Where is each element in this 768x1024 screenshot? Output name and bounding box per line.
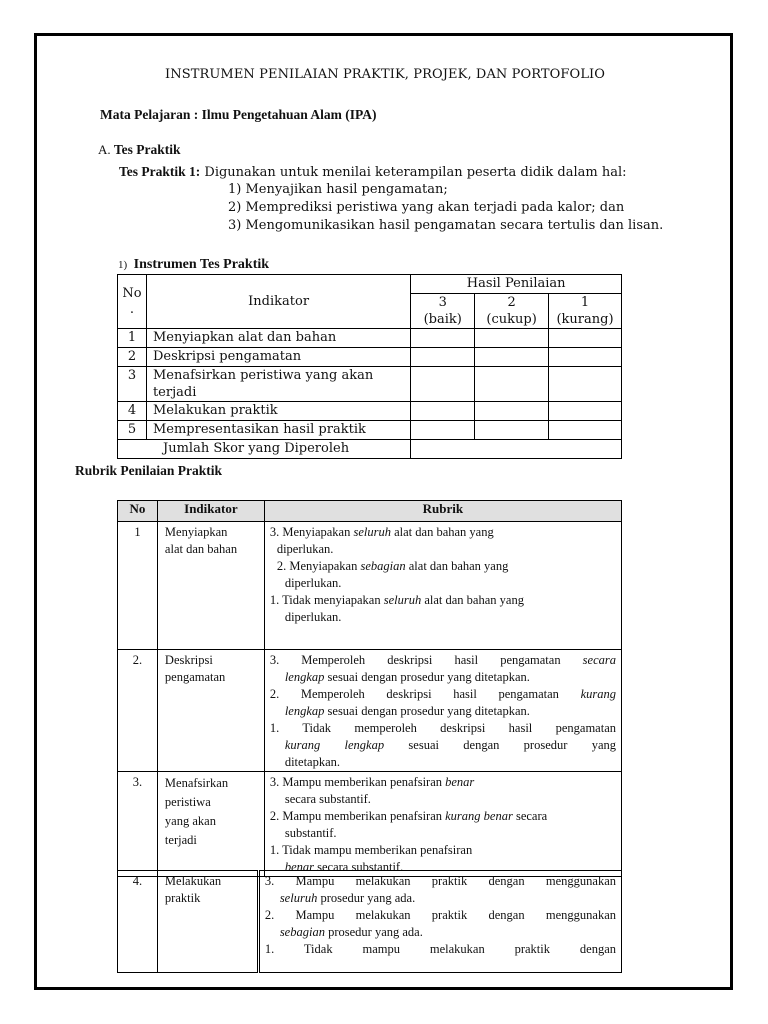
score-header — [549, 294, 622, 329]
rubrik-header-indikator: Indikator — [157, 501, 264, 522]
goal-item: 2) Memprediksi peristiwa yang akan terjadi pada kalor; dan — [228, 200, 625, 215]
criteria-text: secara substantif. — [314, 860, 404, 874]
rubrik-table — [117, 500, 622, 877]
indikator-line: Deskripsi — [164, 653, 213, 667]
criteria-text: 3. Memperoleh deskripsi hasil pengamatan — [269, 653, 583, 667]
criteria-text: 3. Mampu memberikan penafsiran — [269, 775, 446, 789]
indikator-line: praktik — [164, 891, 201, 905]
score-header — [475, 294, 549, 329]
total-score-cell[interactable] — [411, 440, 622, 459]
section-a-heading — [98, 142, 181, 158]
criteria-text: alat dan bahan yang — [421, 593, 524, 607]
criteria-text: 1. Tidak mampu memberikan penafsiran — [269, 843, 473, 857]
total-row — [118, 440, 622, 459]
tes-praktik-1 — [119, 164, 626, 180]
criteria-text: secara substantif. — [284, 792, 371, 806]
criteria-text: prosedur yang ada. — [324, 925, 423, 939]
row-indikator: Mempresentasikan hasil praktik — [146, 421, 410, 440]
criteria-text: 2. Mampu memberikan penafsiran — [269, 809, 446, 823]
rubrik-indikator — [157, 522, 264, 650]
tes-praktik-1-intro: Digunakan untuk menilai keterampilan peserta didik dalam hal: — [204, 165, 627, 180]
rubrik-criteria — [264, 772, 621, 877]
criteria-emphasis: seluruh — [279, 891, 318, 905]
score-label: (kurang) — [556, 312, 614, 327]
score-cell[interactable] — [549, 348, 622, 367]
tes-praktik-1-label: Tes Praktik 1: — [119, 164, 201, 179]
rubrik-criteria — [264, 650, 621, 772]
instrumen-label: Instrumen Tes Praktik — [133, 257, 270, 272]
criteria-emphasis: lengkap — [284, 670, 325, 684]
document-title: INSTRUMEN PENILAIAN PRAKTIK, PROJEK, DAN PORTOFOLIO — [165, 67, 606, 82]
header-indikator: Indikator — [146, 275, 410, 329]
rubrik-header-rubrik: Rubrik — [264, 501, 621, 522]
score-cell[interactable] — [549, 367, 622, 402]
row-indikator: Menyiapkan alat dan bahan — [146, 329, 410, 348]
indikator-line: Menyiapkan — [164, 525, 228, 539]
row-no: 5 — [118, 421, 147, 440]
score-cell[interactable] — [411, 348, 475, 367]
criteria-emphasis: sebagian — [360, 559, 406, 573]
rubrik-no: 1 — [118, 522, 158, 650]
rubrik-table-continued — [117, 870, 622, 973]
goal-item: 3) Mengomunikasikan hasil pengamatan secara tertulis dan lisan. — [228, 218, 664, 233]
header-no — [118, 275, 147, 329]
score-cell[interactable] — [475, 402, 549, 421]
criteria-text: diperlukan. — [284, 610, 342, 624]
section-a-label: Tes Praktik — [113, 142, 181, 157]
criteria-emphasis: kurang — [580, 687, 616, 701]
criteria-text: diperlukan. — [284, 576, 342, 590]
table-row — [118, 367, 622, 402]
score-label: (baik) — [423, 312, 462, 327]
total-label: Jumlah Skor yang Diperoleh — [118, 440, 411, 459]
criteria-text: 2. Memperoleh deskripsi hasil pengamatan — [269, 687, 581, 701]
indikator-line: peristiwa — [164, 795, 211, 809]
header-no-label: No — [122, 285, 142, 301]
rubrik-no: 4. — [118, 871, 158, 973]
indikator-line: Melakukan — [164, 874, 222, 888]
criteria-emphasis: benar — [284, 860, 314, 874]
score-value: 3 — [438, 295, 447, 310]
criteria-text: substantif. — [284, 826, 337, 840]
criteria-text: 1. Tidak mampu melakukan praktik dengan — [264, 942, 616, 956]
criteria-text: alat dan bahan yang — [390, 525, 494, 539]
criteria-emphasis: secara — [582, 653, 616, 667]
table-row — [118, 329, 622, 348]
indikator-line: Menafsirkan — [164, 776, 229, 790]
score-cell[interactable] — [411, 367, 475, 402]
criteria-text: 3. Mampu melakukan praktik dengan menggunakan — [264, 874, 616, 888]
score-header — [411, 294, 475, 329]
subject-line: Mata Pelajaran : Ilmu Pengetahuan Alam (IPA) — [100, 107, 377, 122]
indikator-line: pengamatan — [164, 670, 226, 684]
table-row — [118, 348, 622, 367]
header-hasil: Hasil Penilaian — [411, 275, 622, 294]
rubrik-no: 2. — [118, 650, 158, 772]
criteria-text: prosedur yang ada. — [317, 891, 416, 905]
criteria-text: diperlukan. — [276, 542, 334, 556]
criteria-text: 3. Menyiapakan — [269, 525, 354, 539]
table-row — [118, 421, 622, 440]
row-indikator: Deskripsi pengamatan — [146, 348, 410, 367]
score-value: 2 — [507, 295, 516, 310]
instrumen-heading — [118, 256, 269, 273]
score-value: 1 — [580, 295, 590, 310]
rubrik-criteria — [258, 871, 621, 973]
criteria-text: sesuai dengan prosedur yang — [384, 738, 617, 752]
row-indikator: Melakukan praktik — [146, 402, 410, 421]
row-no: 3 — [118, 367, 147, 402]
indikator-line: alat dan bahan — [164, 542, 238, 556]
table-row — [118, 402, 622, 421]
criteria-emphasis: sebagian — [279, 925, 325, 939]
rubrik-indikator — [157, 871, 258, 973]
criteria-text: 1. Tidak memperoleh deskripsi hasil pengamatan — [269, 721, 616, 735]
instrumen-prefix: 1) — [118, 259, 128, 271]
score-cell[interactable] — [549, 329, 622, 348]
criteria-text: sesuai dengan prosedur yang ditetapkan. — [324, 704, 530, 718]
rubrik-header-no: No — [118, 501, 158, 522]
criteria-text: alat dan bahan yang — [405, 559, 509, 573]
criteria-text: secara — [512, 809, 548, 823]
criteria-emphasis: seluruh — [383, 593, 422, 607]
score-cell[interactable] — [475, 367, 549, 402]
criteria-emphasis: lengkap — [284, 704, 325, 718]
instrument-table — [117, 274, 622, 459]
table-row — [118, 522, 622, 650]
criteria-text: 1. Tidak menyiapakan — [269, 593, 384, 607]
row-no: 4 — [118, 402, 147, 421]
rubrik-title: Rubrik Penilaian Praktik — [75, 463, 223, 478]
criteria-emphasis: kurang benar — [445, 809, 513, 823]
rubrik-no: 3. — [118, 772, 158, 877]
score-cell[interactable] — [411, 421, 475, 440]
score-label: (cukup) — [486, 312, 537, 327]
criteria-text: sesuai dengan prosedur yang ditetapkan. — [324, 670, 530, 684]
indikator-line: yang akan — [164, 814, 216, 828]
criteria-text: 2. Menyiapakan — [276, 559, 361, 573]
score-cell[interactable] — [475, 348, 549, 367]
section-a-prefix: A. — [98, 142, 111, 157]
criteria-emphasis: benar — [445, 775, 475, 789]
table-row — [118, 871, 622, 973]
table-row — [118, 772, 622, 877]
criteria-emphasis: seluruh — [353, 525, 391, 539]
rubrik-indikator — [157, 650, 264, 772]
row-indikator: Menafsirkan peristiwa yang akan terjadi — [146, 367, 410, 402]
score-cell[interactable] — [411, 402, 475, 421]
criteria-text: 2. Mampu melakukan praktik dengan menggunakan — [264, 908, 616, 922]
row-no: 2 — [118, 348, 147, 367]
criteria-text: ditetapkan. — [284, 755, 341, 769]
criteria-emphasis: kurang lengkap — [284, 738, 385, 752]
row-no: 1 — [118, 329, 147, 348]
goal-item: 1) Menyajikan hasil pengamatan; — [228, 182, 448, 197]
score-cell[interactable] — [549, 421, 622, 440]
header-no-dot: . — [129, 301, 135, 317]
score-cell[interactable] — [475, 421, 549, 440]
rubrik-criteria — [264, 522, 621, 650]
rubrik-indikator — [157, 772, 264, 877]
table-row — [118, 650, 622, 772]
indikator-line: terjadi — [164, 833, 197, 847]
score-cell[interactable] — [549, 402, 622, 421]
score-cell[interactable] — [475, 329, 549, 348]
score-cell[interactable] — [411, 329, 475, 348]
